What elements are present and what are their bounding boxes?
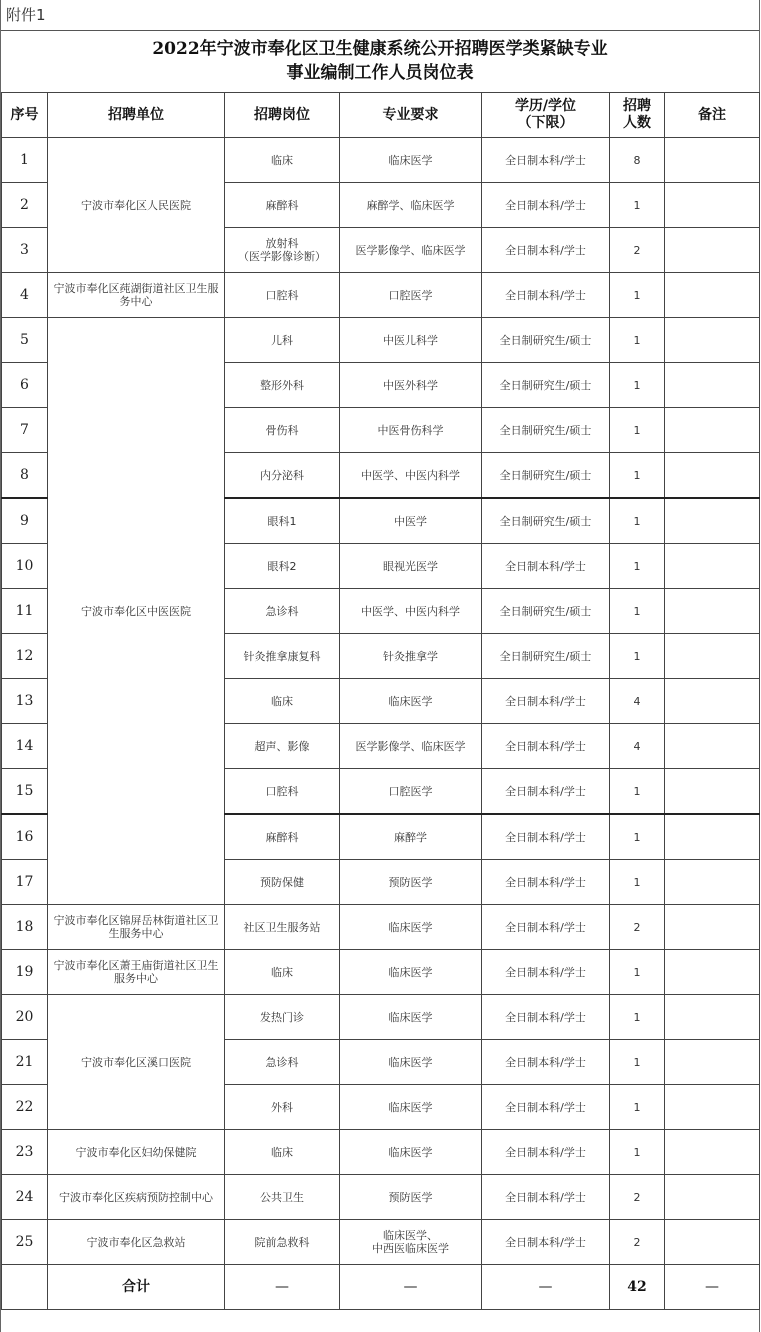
major-requirement: 针灸推拿学	[340, 634, 482, 679]
hire-count: 1	[610, 860, 665, 905]
post-name: 眼科1	[225, 498, 340, 544]
total-row	[2, 1265, 760, 1310]
hire-count: 1	[610, 589, 665, 634]
post-name: 社区卫生服务站	[225, 905, 340, 950]
major-requirement: 预防医学	[340, 1175, 482, 1220]
remark-cell	[665, 995, 760, 1040]
education-requirement: 全日制本科/学士	[482, 1130, 610, 1175]
major-requirement: 中医学、中医内科学	[340, 453, 482, 499]
post-name: 公共卫生	[225, 1175, 340, 1220]
total-count: 42	[610, 1265, 665, 1310]
remark-cell	[665, 138, 760, 183]
table-row	[2, 905, 760, 950]
header-count-line1: 招聘	[623, 98, 651, 114]
row-number: 23	[2, 1130, 48, 1175]
education-requirement: 全日制本科/学士	[482, 183, 610, 228]
remark-cell	[665, 589, 760, 634]
major-requirement: 中医骨伤科学	[340, 408, 482, 453]
row-number: 6	[2, 363, 48, 408]
table-row	[2, 995, 760, 1040]
table-row	[2, 950, 760, 995]
total-education-dash: —	[482, 1265, 610, 1310]
education-requirement: 全日制本科/学士	[482, 950, 610, 995]
row-number: 2	[2, 183, 48, 228]
row-number: 7	[2, 408, 48, 453]
hire-count: 8	[610, 138, 665, 183]
remark-cell	[665, 453, 760, 499]
post-name: 临床	[225, 138, 340, 183]
row-number: 11	[2, 589, 48, 634]
major-requirement: 预防医学	[340, 860, 482, 905]
post-name: 临床	[225, 950, 340, 995]
remark-cell	[665, 679, 760, 724]
major-requirement: 口腔医学	[340, 769, 482, 815]
row-number: 19	[2, 950, 48, 995]
row-number: 5	[2, 318, 48, 363]
post-name: 临床	[225, 1130, 340, 1175]
post-name: 超声、影像	[225, 724, 340, 769]
education-requirement: 全日制本科/学士	[482, 138, 610, 183]
header-education	[482, 93, 610, 138]
education-requirement: 全日制本科/学士	[482, 905, 610, 950]
post-name: 麻醉科	[225, 183, 340, 228]
row-number: 9	[2, 498, 48, 544]
education-requirement: 全日制研究生/硕士	[482, 498, 610, 544]
post-name: 麻醉科	[225, 814, 340, 860]
hire-count: 1	[610, 318, 665, 363]
major-requirement: 麻醉学、临床医学	[340, 183, 482, 228]
table-row	[2, 273, 760, 318]
hire-count: 1	[610, 814, 665, 860]
major-requirement: 临床医学	[340, 905, 482, 950]
row-number: 8	[2, 453, 48, 499]
post-name: 口腔科	[225, 273, 340, 318]
major-requirement: 临床医学	[340, 138, 482, 183]
post-name: 针灸推拿康复科	[225, 634, 340, 679]
header-row	[2, 93, 760, 138]
remark-cell	[665, 905, 760, 950]
post-name: 放射科 （医学影像诊断）	[225, 228, 340, 273]
hire-count: 1	[610, 544, 665, 589]
title-line-1: 2022年宁波市奉化区卫生健康系统公开招聘医学类紧缺专业	[152, 39, 608, 59]
major-requirement: 临床医学	[340, 950, 482, 995]
header-education-line1: 学历/学位	[514, 98, 577, 114]
header-post: 招聘岗位	[225, 93, 340, 138]
recruiting-unit: 宁波市奉化区萧王庙街道社区卫生服务中心	[48, 950, 225, 995]
post-name: 外科	[225, 1085, 340, 1130]
hire-count: 1	[610, 769, 665, 815]
post-name: 临床	[225, 679, 340, 724]
remark-cell	[665, 544, 760, 589]
post-name: 急诊科	[225, 1040, 340, 1085]
remark-cell	[665, 814, 760, 860]
major-requirement: 临床医学	[340, 1085, 482, 1130]
education-requirement: 全日制研究生/硕士	[482, 318, 610, 363]
education-requirement: 全日制本科/学士	[482, 1220, 610, 1265]
header-major: 专业要求	[340, 93, 482, 138]
education-requirement: 全日制本科/学士	[482, 724, 610, 769]
post-name: 院前急救科	[225, 1220, 340, 1265]
hire-count: 4	[610, 724, 665, 769]
post-name: 口腔科	[225, 769, 340, 815]
remark-cell	[665, 498, 760, 544]
header-no: 序号	[2, 93, 48, 138]
remark-cell	[665, 950, 760, 995]
major-requirement: 中医学、中医内科学	[340, 589, 482, 634]
hire-count: 2	[610, 1175, 665, 1220]
row-number: 3	[2, 228, 48, 273]
row-number: 16	[2, 814, 48, 860]
hire-count: 1	[610, 1085, 665, 1130]
header-education-line2: （下限）	[517, 115, 574, 131]
recruiting-unit: 宁波市奉化区急救站	[48, 1220, 225, 1265]
major-requirement: 中医学	[340, 498, 482, 544]
remark-cell	[665, 1220, 760, 1265]
title-line-2: 事业编制工作人员岗位表	[286, 63, 474, 83]
hire-count: 1	[610, 1130, 665, 1175]
row-number: 14	[2, 724, 48, 769]
row-number: 25	[2, 1220, 48, 1265]
post-name: 眼科2	[225, 544, 340, 589]
remark-cell	[665, 1085, 760, 1130]
header-count-line2: 人数	[623, 115, 651, 131]
table-row	[2, 1175, 760, 1220]
row-number: 10	[2, 544, 48, 589]
row-number: 4	[2, 273, 48, 318]
remark-cell	[665, 724, 760, 769]
education-requirement: 全日制本科/学士	[482, 995, 610, 1040]
major-requirement: 麻醉学	[340, 814, 482, 860]
hire-count: 1	[610, 273, 665, 318]
hire-count: 1	[610, 995, 665, 1040]
total-number-cell	[2, 1265, 48, 1310]
major-requirement: 口腔医学	[340, 273, 482, 318]
major-requirement: 临床医学	[340, 679, 482, 724]
attachment-label: 附件1	[6, 6, 46, 24]
recruiting-unit: 宁波市奉化区莼湖街道社区卫生服务中心	[48, 273, 225, 318]
recruiting-unit: 宁波市奉化区疾病预防控制中心	[48, 1175, 225, 1220]
hire-count: 1	[610, 453, 665, 499]
education-requirement: 全日制本科/学士	[482, 273, 610, 318]
recruiting-unit: 宁波市奉化区锦屏岳林街道社区卫生服务中心	[48, 905, 225, 950]
row-number: 1	[2, 138, 48, 183]
recruiting-unit: 宁波市奉化区溪口医院	[48, 995, 225, 1130]
header-unit: 招聘单位	[48, 93, 225, 138]
hire-count: 2	[610, 1220, 665, 1265]
post-name: 急诊科	[225, 589, 340, 634]
remark-cell	[665, 228, 760, 273]
hire-count: 4	[610, 679, 665, 724]
post-name: 预防保健	[225, 860, 340, 905]
remark-cell	[665, 318, 760, 363]
total-remark-dash: —	[665, 1265, 760, 1310]
education-requirement: 全日制本科/学士	[482, 1175, 610, 1220]
education-requirement: 全日制本科/学士	[482, 814, 610, 860]
row-number: 12	[2, 634, 48, 679]
hire-count: 1	[610, 950, 665, 995]
recruiting-unit: 宁波市奉化区中医医院	[48, 318, 225, 905]
header-count	[610, 93, 665, 138]
row-number: 15	[2, 769, 48, 815]
row-number: 21	[2, 1040, 48, 1085]
total-post-dash: —	[225, 1265, 340, 1310]
post-name: 儿科	[225, 318, 340, 363]
major-requirement: 临床医学	[340, 1130, 482, 1175]
hire-count: 1	[610, 408, 665, 453]
remark-cell	[665, 183, 760, 228]
recruitment-table	[1, 92, 760, 1310]
table-row	[2, 318, 760, 363]
row-number: 13	[2, 679, 48, 724]
major-requirement: 医学影像学、临床医学	[340, 228, 482, 273]
row-number: 17	[2, 860, 48, 905]
post-name: 发热门诊	[225, 995, 340, 1040]
post-name: 骨伤科	[225, 408, 340, 453]
education-requirement: 全日制研究生/硕士	[482, 634, 610, 679]
table-row	[2, 1220, 760, 1265]
education-requirement: 全日制本科/学士	[482, 228, 610, 273]
recruiting-unit: 宁波市奉化区人民医院	[48, 138, 225, 273]
remark-cell	[665, 1040, 760, 1085]
remark-cell	[665, 1130, 760, 1175]
major-requirement: 临床医学	[340, 995, 482, 1040]
hire-count: 1	[610, 363, 665, 408]
major-requirement: 临床医学、 中西医临床医学	[340, 1220, 482, 1265]
total-label: 合计	[48, 1265, 225, 1310]
table-row	[2, 138, 760, 183]
major-requirement: 医学影像学、临床医学	[340, 724, 482, 769]
hire-count: 1	[610, 634, 665, 679]
education-requirement: 全日制本科/学士	[482, 769, 610, 815]
education-requirement: 全日制研究生/硕士	[482, 408, 610, 453]
total-major-dash: —	[340, 1265, 482, 1310]
education-requirement: 全日制本科/学士	[482, 1040, 610, 1085]
education-requirement: 全日制本科/学士	[482, 679, 610, 724]
education-requirement: 全日制本科/学士	[482, 544, 610, 589]
major-requirement: 中医儿科学	[340, 318, 482, 363]
header-remark: 备注	[665, 93, 760, 138]
education-requirement: 全日制本科/学士	[482, 1085, 610, 1130]
remark-cell	[665, 1175, 760, 1220]
remark-cell	[665, 769, 760, 815]
education-requirement: 全日制研究生/硕士	[482, 453, 610, 499]
hire-count: 2	[610, 228, 665, 273]
remark-cell	[665, 273, 760, 318]
post-name: 内分泌科	[225, 453, 340, 499]
remark-cell	[665, 634, 760, 679]
hire-count: 1	[610, 1040, 665, 1085]
major-requirement: 中医外科学	[340, 363, 482, 408]
hire-count: 1	[610, 498, 665, 544]
hire-count: 1	[610, 183, 665, 228]
education-requirement: 全日制研究生/硕士	[482, 363, 610, 408]
remark-cell	[665, 363, 760, 408]
recruiting-unit: 宁波市奉化区妇幼保健院	[48, 1130, 225, 1175]
row-number: 24	[2, 1175, 48, 1220]
hire-count: 2	[610, 905, 665, 950]
table-row	[2, 1130, 760, 1175]
education-requirement: 全日制研究生/硕士	[482, 589, 610, 634]
row-number: 18	[2, 905, 48, 950]
education-requirement: 全日制本科/学士	[482, 860, 610, 905]
row-number: 22	[2, 1085, 48, 1130]
row-number: 20	[2, 995, 48, 1040]
remark-cell	[665, 860, 760, 905]
major-requirement: 临床医学	[340, 1040, 482, 1085]
remark-cell	[665, 408, 760, 453]
table-title	[1, 30, 759, 91]
table-body	[2, 138, 760, 1310]
post-name: 整形外科	[225, 363, 340, 408]
major-requirement: 眼视光医学	[340, 544, 482, 589]
